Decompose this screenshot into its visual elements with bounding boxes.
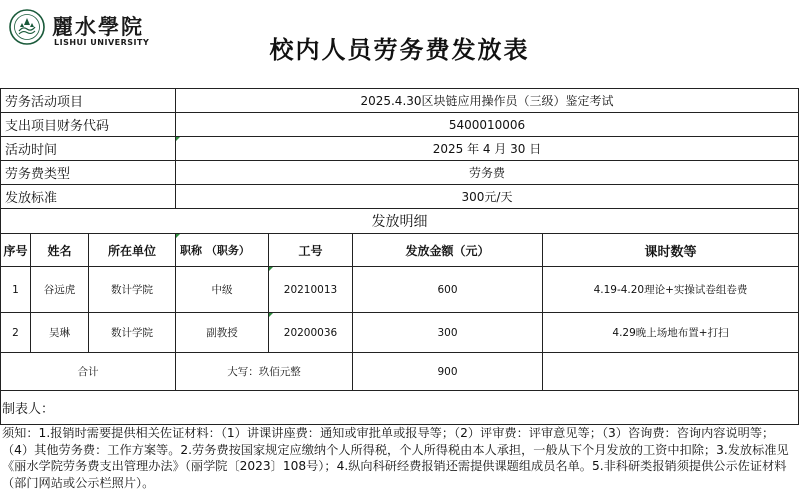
university-logo-cn: 麗水學院	[52, 14, 144, 39]
info-label-finance-code: 支出项目财务代码	[5, 119, 110, 134]
table-row-2-notes: 4.29晚上场地布置+打扫	[612, 327, 729, 339]
document-header	[0, 0, 799, 88]
table-row-1-name: 谷远虎	[43, 284, 76, 296]
table-row-1-notes: 4.19-4.20理论+实操试卷组卷费	[593, 284, 748, 296]
table-row-1-id: 20210013	[283, 283, 338, 296]
table-row-2-amount: 300	[437, 326, 458, 339]
info-label-standard: 发放标准	[5, 191, 58, 206]
table-row-1-amount: 600	[437, 283, 458, 296]
info-value-activity-time: 2025 年 4 月 30 日	[432, 142, 542, 156]
column-header-unit: 所在单位	[107, 243, 156, 258]
column-header-name: 姓名	[47, 243, 72, 258]
table-row-1-no: 1	[12, 283, 19, 296]
details-section-title: 发放明细	[371, 214, 428, 230]
info-label-activity: 劳务活动项目	[5, 95, 84, 110]
row-divider	[0, 390, 799, 391]
table-row-2-id: 20200036	[283, 326, 338, 339]
table-maker-label: 制表人：	[2, 402, 55, 417]
total-label: 合计	[77, 366, 99, 378]
column-header-amount: 发放金额（元）	[405, 243, 490, 258]
instructions-notes: 须知：1.报销时需要提供相关佐证材料：（1）讲课讲座费：通知或审批单或报导等；（2）评审费：评审意见等；（3）咨询费：咨询内容说明等；（4）其他劳务费：工作方案等。2.劳务费按国家规定应缴纳个人所得税，个人所得税由本人承担，一般从下个月发放的工资中扣除；3.发放标准见《丽水学院劳务费支出管理办法》（丽学院〔2023〕108号）；4.纵向科研经费报销还需提供课题组成员名单。5.非科研类报销须提供公示佐证材料（部门网站或公示栏照片）。	[2, 426, 789, 490]
table-row-2-title: 副教授	[206, 327, 238, 339]
table-row-2-no: 2	[12, 326, 19, 339]
total-amount-in-words: 大写：玖佰元整	[227, 366, 301, 378]
total-amount: 900	[437, 365, 458, 378]
column-header-no: 序号	[3, 243, 28, 258]
info-label-fee-type: 劳务费类型	[5, 167, 71, 182]
info-value-activity: 2025.4.30区块链应用操作员（三级）鉴定考试	[360, 94, 614, 108]
table-row-2-unit: 数计学院	[111, 327, 153, 339]
column-header-title: 职称 （职务）	[180, 244, 250, 257]
column-header-notes: 课时数等	[644, 244, 697, 260]
page-title: 校内人员劳务费发放表	[269, 35, 530, 64]
table-row-1-unit: 数计学院	[111, 284, 153, 296]
table-row-2-name: 吴琳	[49, 327, 70, 339]
column-header-id: 工号	[298, 243, 323, 258]
info-label-activity-time: 活动时间	[5, 143, 58, 158]
info-value-finance-code: 5400010006	[448, 117, 526, 132]
info-value-fee-type: 劳务费	[468, 166, 505, 180]
university-logo-en: LISHUI UNIVERSITY	[54, 38, 150, 47]
info-value-standard: 300元/天	[461, 190, 513, 204]
table-row-1-title: 中级	[211, 284, 233, 296]
